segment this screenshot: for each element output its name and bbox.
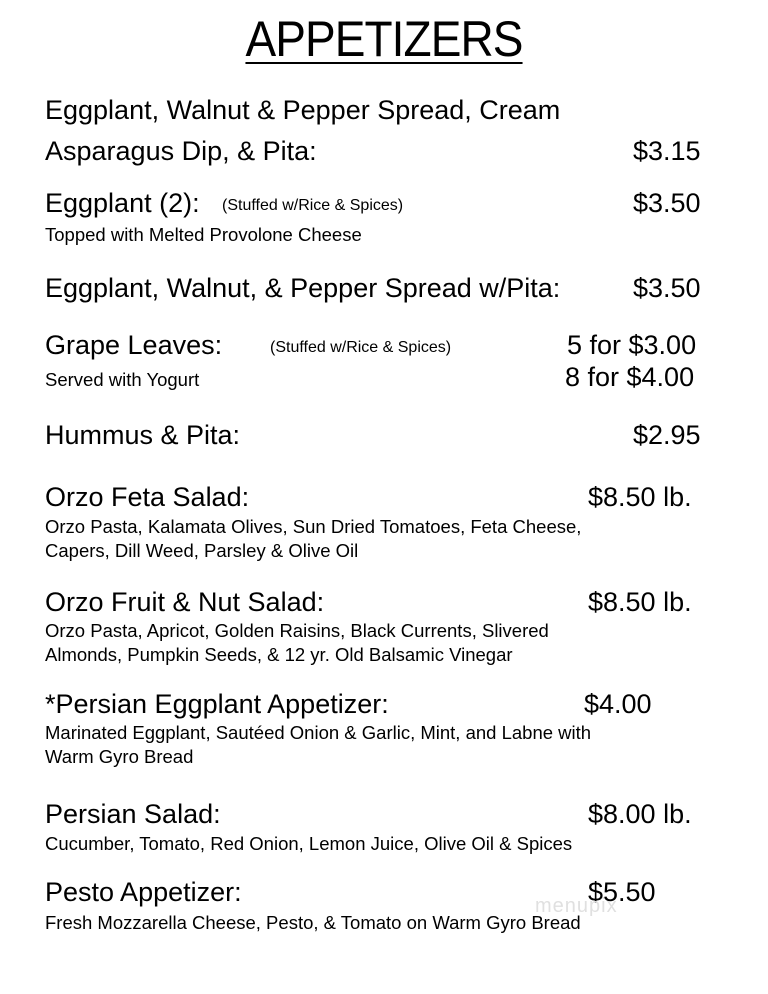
item-description: Cucumber, Tomato, Red Onion, Lemon Juice, Olive Oil & Spices bbox=[45, 833, 573, 854]
item-name: Pesto Appetizer: bbox=[45, 877, 242, 907]
item-name: Eggplant (2): bbox=[45, 188, 200, 218]
item-name: Eggplant, Walnut & Pepper Spread, Cream bbox=[45, 95, 561, 125]
item-description: Warm Gyro Bread bbox=[45, 746, 194, 767]
item-name: Persian Salad: bbox=[45, 799, 221, 829]
item-price: $5.50 bbox=[588, 877, 656, 907]
item-name: Asparagus Dip, & Pita: bbox=[45, 136, 317, 166]
item-price: $3.15 bbox=[633, 136, 701, 166]
item-price: $4.00 bbox=[584, 689, 652, 719]
watermark: menupix bbox=[535, 895, 618, 917]
item-price: $8.50 lb. bbox=[588, 587, 692, 617]
item-description: Orzo Pasta, Apricot, Golden Raisins, Black Currents, Slivered bbox=[45, 620, 549, 641]
item-description: Fresh Mozzarella Cheese, Pesto, & Tomato on Warm Gyro Bread bbox=[45, 912, 581, 933]
item-name: *Persian Eggplant Appetizer: bbox=[45, 689, 389, 719]
item-price: $3.50 bbox=[633, 273, 701, 303]
item-description: Marinated Eggplant, Sautéed Onion & Garlic, Mint, and Labne with bbox=[45, 722, 592, 743]
item-price: 5 for $3.00 bbox=[567, 330, 697, 360]
item-name: Orzo Fruit & Nut Salad: bbox=[45, 587, 325, 617]
item-description: Almonds, Pumpkin Seeds, & 12 yr. Old Balsamic Vinegar bbox=[45, 644, 513, 665]
item-name: Grape Leaves: bbox=[45, 330, 223, 360]
item-description: Topped with Melted Provolone Cheese bbox=[45, 224, 362, 245]
item-name: Hummus & Pita: bbox=[45, 420, 241, 450]
item-price: $8.00 lb. bbox=[588, 799, 692, 829]
page-title: APPETIZERS bbox=[245, 11, 523, 67]
item-note: (Stuffed w/Rice & Spices) bbox=[222, 197, 404, 214]
item-note: (Stuffed w/Rice & Spices) bbox=[270, 339, 452, 356]
item-price: $3.50 bbox=[633, 188, 701, 218]
item-description: Orzo Pasta, Kalamata Olives, Sun Dried Tomatoes, Feta Cheese, bbox=[45, 516, 582, 537]
item-description: Capers, Dill Weed, Parsley & Olive Oil bbox=[45, 540, 359, 561]
item-price: $2.95 bbox=[633, 420, 701, 450]
item-description: Served with Yogurt bbox=[45, 369, 200, 390]
item-price: $8.50 lb. bbox=[588, 482, 692, 512]
item-price: 8 for $4.00 bbox=[565, 362, 695, 392]
item-name: Eggplant, Walnut, & Pepper Spread w/Pita: bbox=[45, 273, 561, 303]
item-name: Orzo Feta Salad: bbox=[45, 482, 250, 512]
